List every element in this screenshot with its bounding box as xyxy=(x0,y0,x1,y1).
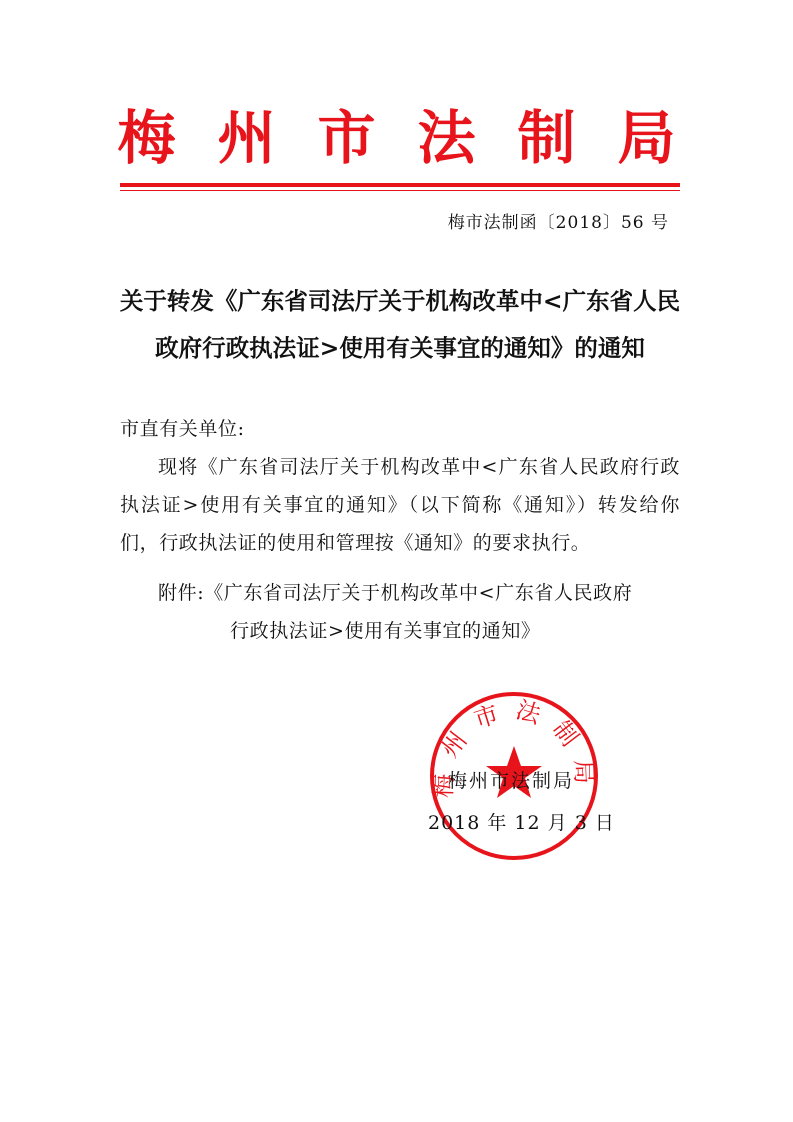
letterhead-thick-rule xyxy=(120,183,680,187)
seal-text: 梅州市法制局 xyxy=(429,695,599,799)
attachment-line-2: 行政执法证>使用有关事宜的通知》 xyxy=(230,620,541,642)
signature-date: 2018 年 12 月 3 日 xyxy=(428,812,615,834)
letterhead-thin-rule xyxy=(120,190,680,191)
signature-organization: 梅州市法制局 xyxy=(448,770,575,792)
letterhead-title: 梅州市法制局 xyxy=(117,104,718,172)
document-title-line-2: 政府行政执法证>使用有关事宜的通知》的通知 xyxy=(155,334,645,362)
document-title-line-1: 关于转发《广东省司法厅关于机构改革中<广东省人民 xyxy=(119,287,681,315)
body-paragraph: 现将《广东省司法厅关于机构改革中<广东省人民政府行政执法证>使用有关事宜的通知》（以下简称《通知》）转发给你们，行政执法证的使用和管理按《通知》的要求执行。 xyxy=(120,456,680,554)
document-title xyxy=(110,278,690,372)
salutation: 市直有关单位: xyxy=(120,418,245,440)
attachment-line-1: 附件:《广东省司法厅关于机构改革中<广东省人民政府 xyxy=(158,582,633,604)
document-number: 梅市法制函〔2018〕56 号 xyxy=(447,213,669,233)
